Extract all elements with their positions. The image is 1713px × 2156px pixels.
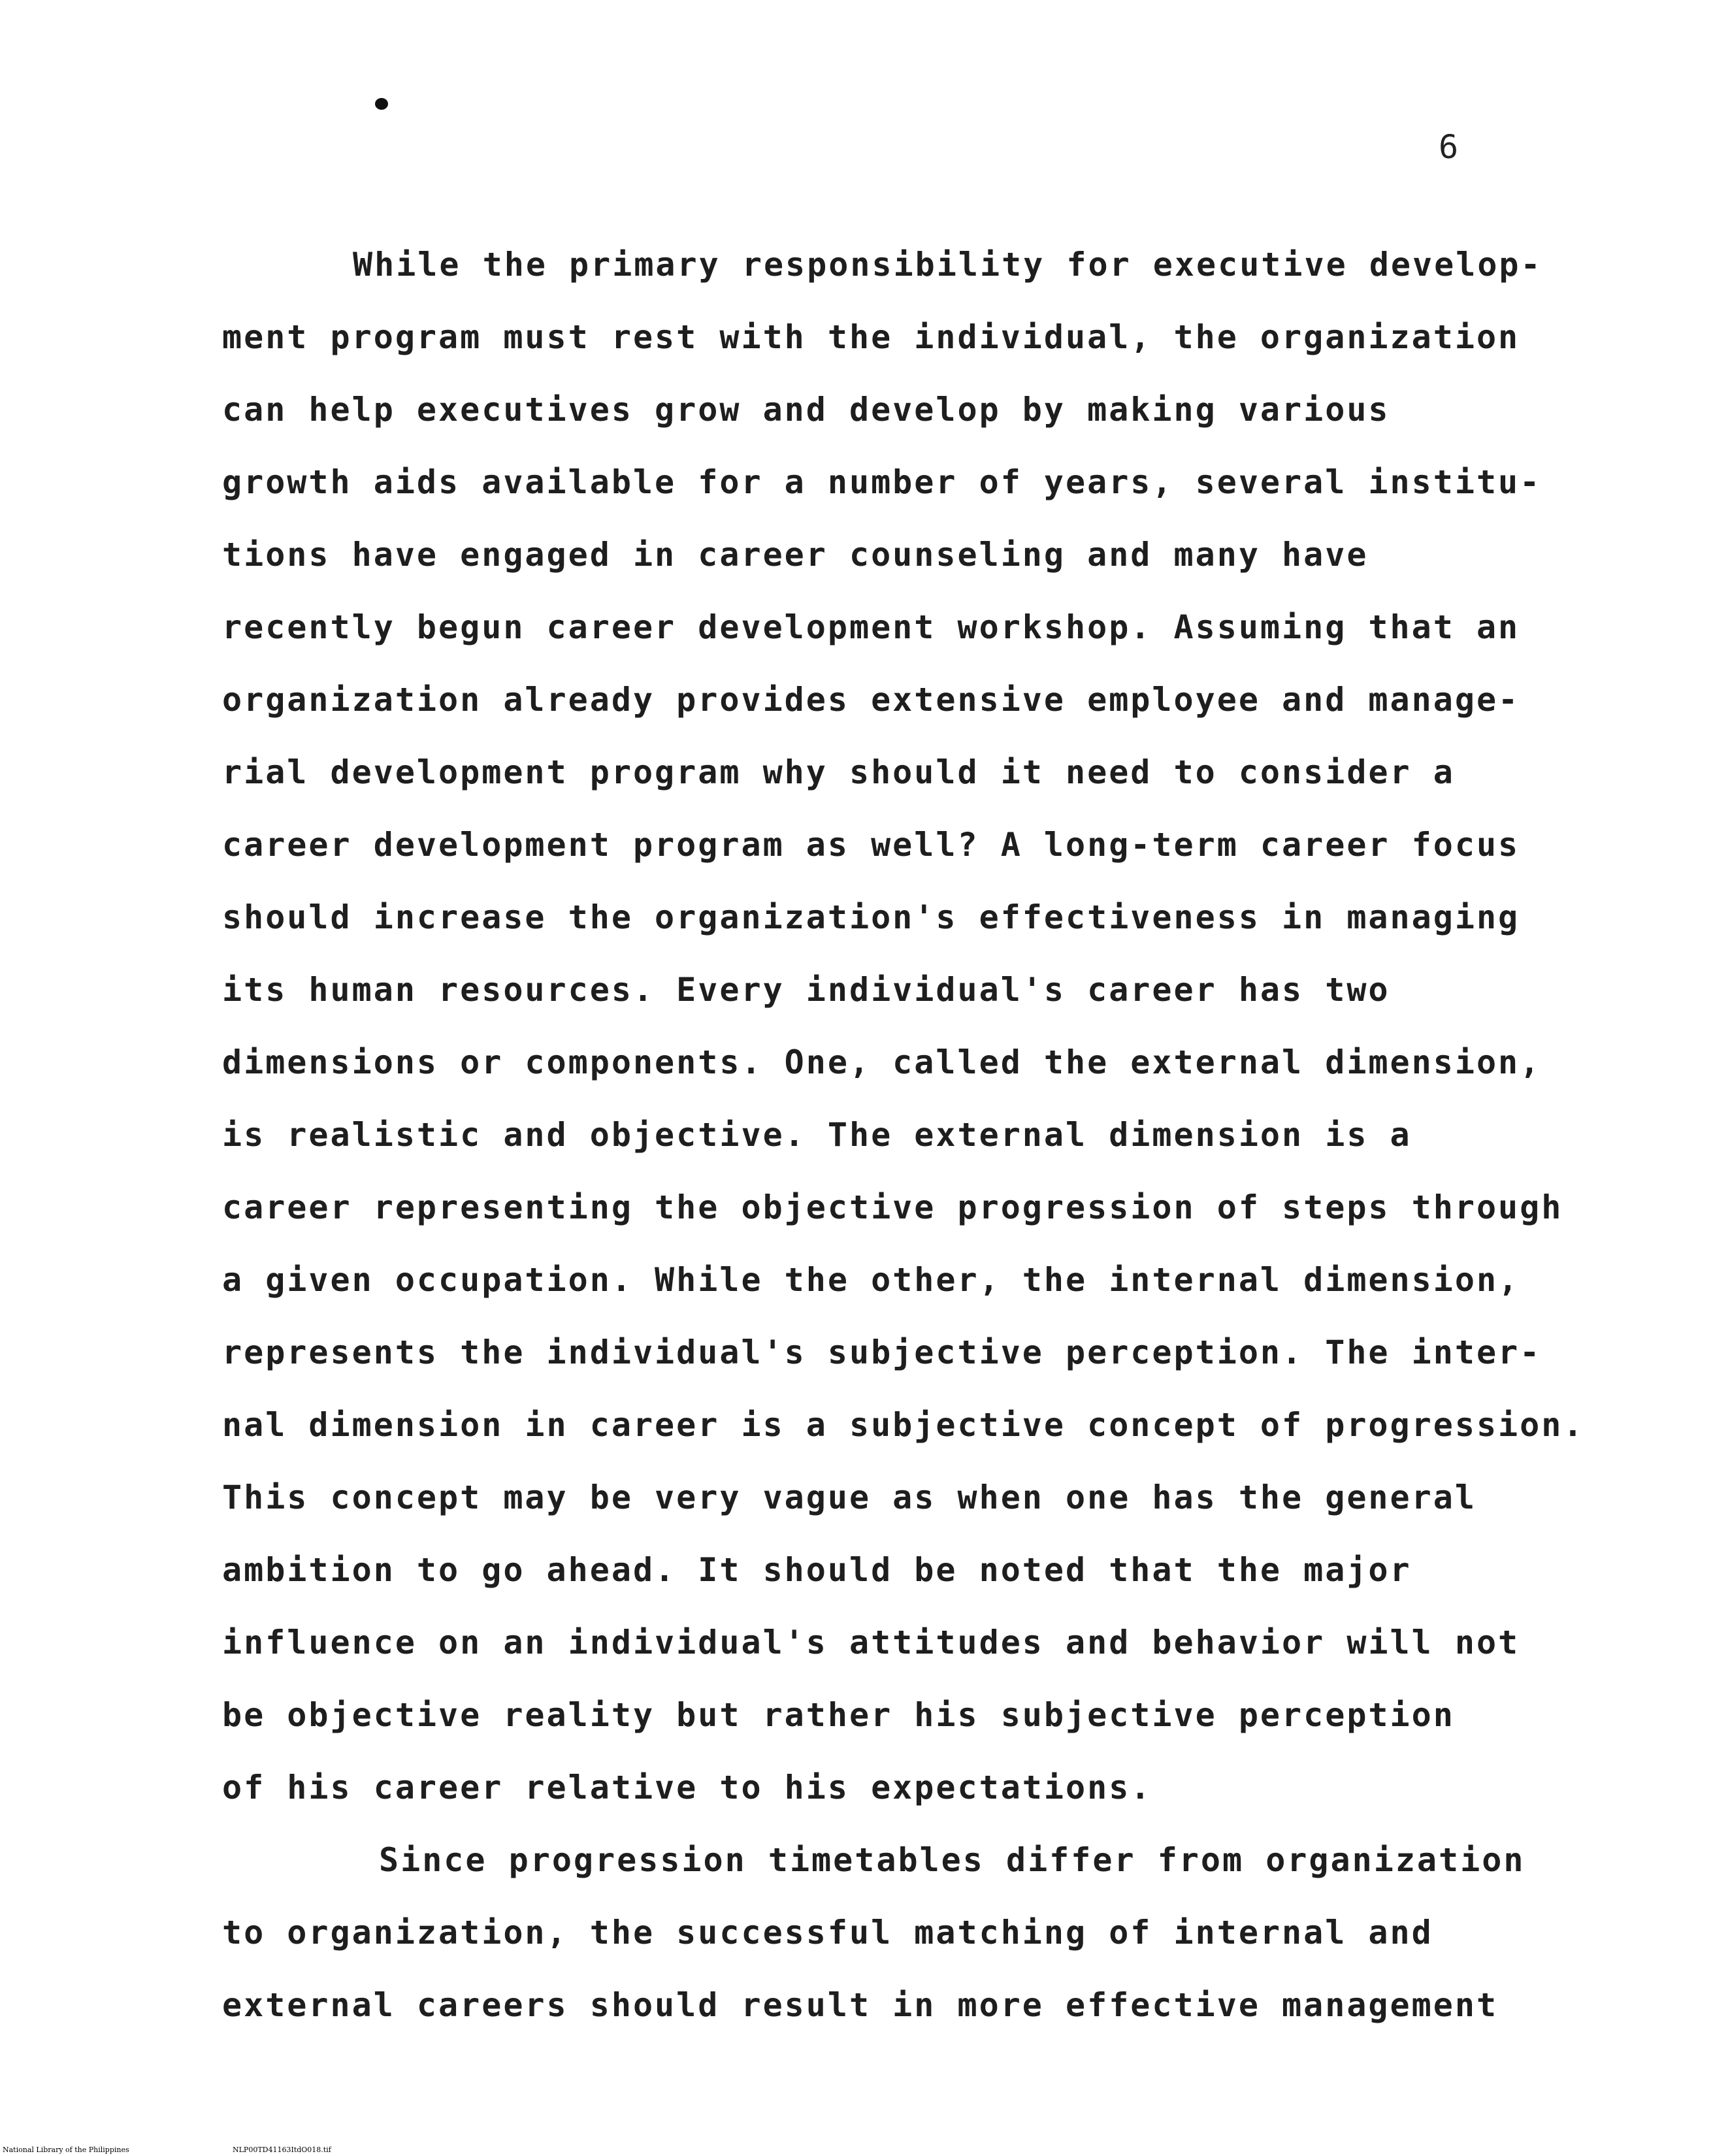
text-line: influence on an individual's attitudes and behavior will not: [222, 1624, 1520, 1661]
text-line: of his career relative to his expectations.: [222, 1769, 1152, 1806]
text-line: represents the individual's subjective perception. The inter-: [222, 1333, 1542, 1371]
text-line: is realistic and objective. The external dimension is a: [222, 1116, 1412, 1154]
text-line: career development program as well? A long-term career focus: [222, 826, 1520, 864]
text-line: This concept may be very vague as when one has the general: [222, 1478, 1476, 1516]
text-line: external careers should result in more effective management: [222, 1986, 1499, 2024]
text-line: should increase the organization's effectiveness in managing: [222, 898, 1520, 936]
text-line: Since progression timetables differ from organization: [379, 1841, 1525, 1879]
text-line: ment program must rest with the individual, the organization: [222, 318, 1520, 356]
text-line: rial development program why should it need to consider a: [222, 753, 1455, 791]
page-number: 6: [1439, 128, 1459, 166]
text-line: While the primary responsibility for executive develop-: [353, 246, 1542, 284]
text-line: nal dimension in career is a subjective concept of progression.: [222, 1406, 1585, 1444]
text-line: dimensions or components. One, called the external dimension,: [222, 1043, 1542, 1081]
text-line: be objective reality but rather his subjective perception: [222, 1696, 1455, 1734]
text-line: can help executives grow and develop by making various: [222, 391, 1390, 429]
footer-filename: NLP00TD41163ItdO018.tif: [233, 2146, 331, 2154]
text-line: recently begun career development workshop. Assuming that an: [222, 608, 1520, 646]
scan-footer: [0, 2144, 1713, 2156]
text-line: ambition to go ahead. It should be noted that the major: [222, 1551, 1412, 1589]
footer-library: National Library of the Philippines: [3, 2146, 129, 2154]
text-line: tions have engaged in career counseling and many have: [222, 536, 1369, 574]
text-line: a given occupation. While the other, the internal dimension,: [222, 1261, 1520, 1299]
body-text: [222, 229, 1594, 2042]
text-line: organization already provides extensive employee and manage-: [222, 681, 1520, 719]
scan-speck: [375, 98, 388, 110]
text-line: its human resources. Every individual's career has two: [222, 971, 1390, 1009]
text-line: to organization, the successful matching of internal and: [222, 1914, 1433, 1952]
text-line: growth aids available for a number of years, several institu-: [222, 463, 1542, 501]
text-line: career representing the objective progression of steps through: [222, 1188, 1563, 1226]
